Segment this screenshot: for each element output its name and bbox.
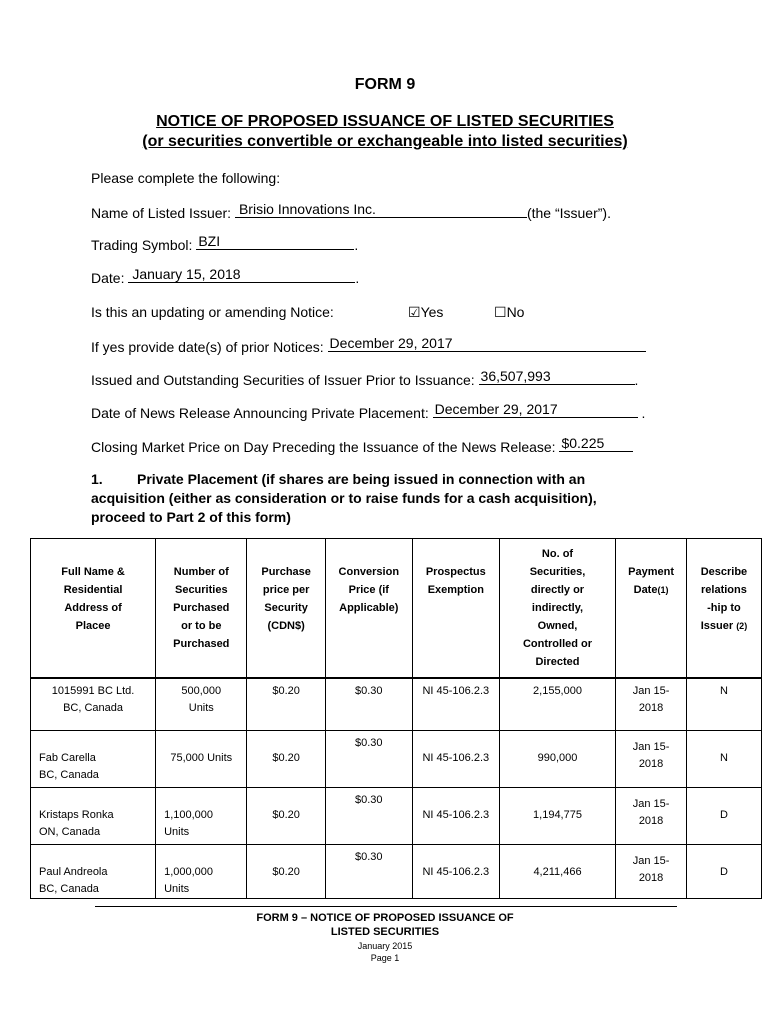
cell-line: Fab Carella [39, 751, 96, 764]
issuer-suffix: (the “Issuer”). [526, 205, 611, 221]
cell-name [31, 787, 156, 844]
cell-line: Units [164, 882, 190, 895]
header-line: No. of [541, 548, 574, 560]
closing-input[interactable] [559, 435, 633, 452]
header-line: -hip to [707, 602, 741, 614]
header-exemption [412, 539, 499, 679]
header-payment [616, 539, 687, 679]
header-name [31, 539, 156, 679]
header-line: Number of [173, 566, 229, 578]
symbol-input[interactable] [196, 233, 354, 250]
cell-owned: 4,211,466 [499, 844, 615, 898]
section-1-line2: acquisition (either as consideration or to raise funds for a cash acquisition), [91, 490, 597, 506]
date-field [91, 266, 360, 286]
form-title: FORM 9 [354, 76, 416, 93]
header-line: Conversion [338, 566, 400, 578]
cell-line: 2018 [638, 814, 664, 827]
form-subheading: (or securities convertible or exchangeable into listed securities) [142, 133, 628, 150]
no-option[interactable] [494, 304, 524, 321]
cell-line: 500,000 [181, 685, 222, 697]
cell-line: Paul Andreola [39, 865, 108, 878]
header-owned [499, 539, 615, 679]
outstanding-field [91, 368, 639, 388]
cell-line: 75,000 Units [170, 751, 233, 764]
header-line: Applicable) [339, 602, 399, 614]
cell-payment [616, 678, 687, 730]
no-label: No [506, 304, 525, 320]
prior-value: December 29, 2017 [329, 335, 453, 351]
header-footnote: (1) [657, 585, 669, 595]
cell-exemption: NI 45-106.2.3 [412, 730, 499, 787]
table-row [31, 730, 762, 787]
header-line: (CDN$) [267, 620, 305, 632]
cell-number [156, 730, 247, 787]
header-conversion [325, 539, 412, 679]
yes-label: Yes [420, 304, 444, 320]
cell-relation: D [686, 844, 761, 898]
header-price [247, 539, 325, 679]
cell-conversion: $0.30 [325, 844, 412, 898]
cell-price: $0.20 [247, 844, 325, 898]
cell-price: $0.20 [247, 678, 325, 730]
table-row [31, 844, 762, 898]
cell-line: Jan 15- [632, 740, 670, 753]
cell-line: BC, Canada [39, 768, 99, 781]
no-checkbox-icon[interactable]: ☐ [494, 304, 507, 320]
news-label: Date of News Release Announcing Private Placement: [91, 405, 429, 421]
header-line: Directed [535, 656, 580, 668]
date-label: Date: [91, 270, 125, 286]
cell-line: 2018 [638, 702, 664, 714]
header-line: Purchased [173, 638, 230, 650]
header-relation [686, 539, 761, 679]
header-line: Controlled or [522, 638, 593, 650]
outstanding-label: Issued and Outstanding Securities of Issuer Prior to Issuance: [91, 372, 475, 388]
date-value: January 15, 2018 [132, 266, 241, 282]
cell-owned: 1,194,775 [499, 787, 615, 844]
issuer-value: Brisio Innovations Inc. [238, 201, 376, 217]
header-line: relations [701, 584, 747, 596]
header-line: Address of [64, 602, 122, 614]
table-header-row [31, 539, 762, 679]
cell-relation: N [686, 730, 761, 787]
header-line: Purchase [261, 566, 311, 578]
footer-title-line1: FORM 9 – NOTICE OF PROPOSED ISSUANCE OF [256, 912, 514, 924]
cell-relation: N [686, 678, 761, 730]
closing-value: $0.225 [561, 435, 605, 451]
cell-number [156, 678, 247, 730]
header-line: indirectly, [531, 602, 584, 614]
symbol-field [91, 233, 359, 253]
header-number [156, 539, 247, 679]
issuer-field [91, 201, 611, 221]
cell-line: Units [164, 825, 190, 838]
cell-relation: D [686, 787, 761, 844]
cell-payment [616, 730, 687, 787]
header-line [618, 581, 684, 599]
issuer-label: Name of Listed Issuer: [91, 205, 232, 221]
section-1-line3: proceed to Part 2 of this form) [91, 509, 291, 525]
symbol-label: Trading Symbol: [91, 237, 193, 253]
header-line: Residential [63, 584, 123, 596]
header-line: Payment [628, 566, 674, 578]
closing-price-field [91, 435, 633, 455]
outstanding-value: 36,507,993 [480, 368, 551, 384]
cell-owned: 2,155,000 [499, 678, 615, 730]
header-line: Prospectus [425, 566, 486, 578]
cell-line: Kristaps Ronka [39, 808, 114, 821]
header-line: Full Name & [61, 566, 125, 578]
cell-line: Jan 15- [632, 797, 670, 810]
header-line: Describe [700, 566, 748, 578]
cell-line: 1,000,000 [164, 865, 214, 878]
header-line: Securities [174, 584, 228, 596]
form-heading: NOTICE OF PROPOSED ISSUANCE OF LISTED SECURITIES [156, 113, 614, 130]
prior-input[interactable] [328, 335, 646, 352]
header-line: Placee [75, 620, 111, 632]
cell-line: Jan 15- [632, 854, 670, 867]
cell-name [31, 844, 156, 898]
header-line [689, 617, 759, 635]
symbol-value: BZI [198, 233, 221, 249]
date-period: . [355, 270, 360, 286]
news-release-field [91, 401, 646, 421]
cell-conversion: $0.30 [325, 678, 412, 730]
cell-price: $0.20 [247, 787, 325, 844]
cell-line: ON, Canada [39, 825, 101, 838]
footer-page-number: Page 1 [370, 953, 400, 963]
header-text: Date [633, 584, 658, 596]
cell-number [156, 844, 247, 898]
cell-line: Units [188, 702, 214, 714]
cell-conversion: $0.30 [325, 730, 412, 787]
yes-checkbox-icon[interactable]: ☑ [408, 304, 421, 320]
header-line: Exemption [427, 584, 484, 596]
outstanding-input[interactable] [479, 368, 635, 385]
header-line: price per [262, 584, 310, 596]
cell-exemption: NI 45-106.2.3 [412, 844, 499, 898]
prior-label: If yes provide date(s) of prior Notices: [91, 339, 324, 355]
news-value: December 29, 2017 [434, 401, 558, 417]
cell-line: 1,100,000 [164, 808, 214, 821]
table-row [31, 787, 762, 844]
cell-line: 2018 [638, 871, 664, 884]
cell-owned: 990,000 [499, 730, 615, 787]
cell-name [31, 678, 156, 730]
cell-line: 1015991 BC Ltd. [51, 685, 135, 697]
cell-exemption: NI 45-106.2.3 [412, 787, 499, 844]
yes-option[interactable] [408, 304, 443, 321]
cell-line: BC, Canada [39, 882, 99, 895]
date-input[interactable] [128, 266, 355, 283]
issuer-input[interactable] [235, 201, 527, 218]
table-row [31, 678, 762, 730]
cell-line: 2018 [638, 757, 664, 770]
footer-divider [95, 906, 677, 907]
instruction-text: Please complete the following: [91, 170, 281, 186]
section-1-line1: Private Placement (if shares are being issued in connection with an [137, 471, 586, 487]
header-line: Owned, [537, 620, 578, 632]
cell-price: $0.20 [247, 730, 325, 787]
cell-payment [616, 844, 687, 898]
footer-date: January 2015 [357, 941, 413, 951]
header-line: Purchased [173, 602, 230, 614]
prior-notices-field [91, 335, 646, 355]
cell-conversion: $0.30 [325, 787, 412, 844]
cell-line: BC, Canada [63, 702, 124, 714]
header-line: Security [264, 602, 308, 614]
header-text: Issuer [700, 620, 734, 632]
outstanding-period: . [634, 372, 639, 388]
news-period: . [641, 405, 646, 421]
symbol-period: . [354, 237, 359, 253]
header-line: Price (if [348, 584, 389, 596]
header-line: Securities, [529, 566, 586, 578]
cell-payment [616, 787, 687, 844]
header-line: or to be [181, 620, 222, 632]
closing-label: Closing Market Price on Day Preceding the Issuance of the News Release: [91, 439, 556, 455]
cell-name [31, 730, 156, 787]
placees-table [30, 538, 762, 899]
cell-number [156, 787, 247, 844]
footer-title-line2: LISTED SECURITIES [330, 926, 440, 938]
section-1-number: 1. [91, 471, 103, 487]
header-footnote: (2) [736, 621, 748, 631]
amend-label: Is this an updating or amending Notice: [91, 304, 334, 320]
header-line: directly or [530, 584, 585, 596]
cell-exemption: NI 45-106.2.3 [412, 678, 499, 730]
cell-line: Jan 15- [632, 685, 670, 697]
news-input[interactable] [433, 401, 638, 418]
